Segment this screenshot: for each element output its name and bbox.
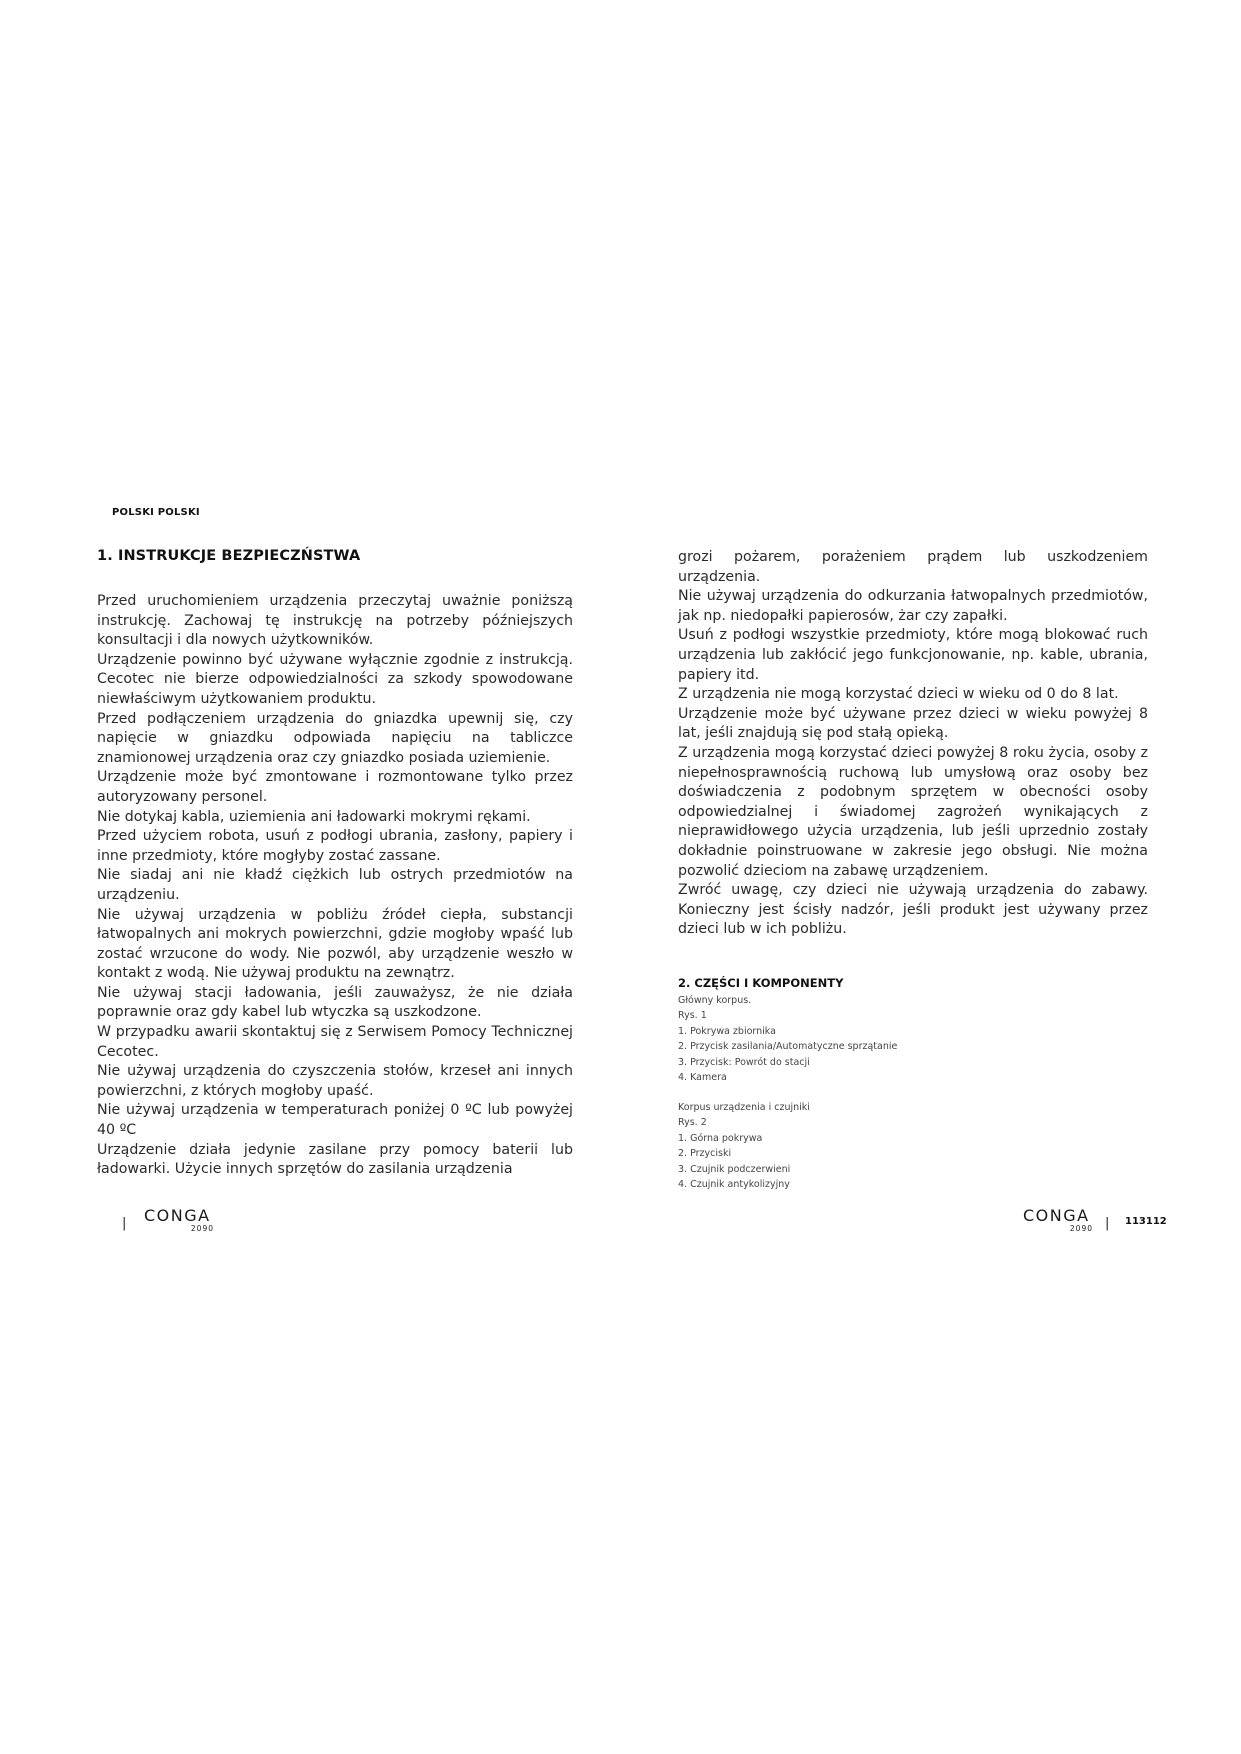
safety-paragraph: Urządzenie może być zmontowane i rozmontowane tylko przez autoryzowany personel. xyxy=(97,769,573,805)
safety-paragraph: Przed użyciem robota, usuń z podłogi ubrania, zasłony, papiery i inne przedmioty, które mogłyby zostać zassane. xyxy=(97,828,573,864)
safety-paragraph: Nie używaj urządzenia w temperaturach poniżej 0 ºC lub powyżej 40 ºC xyxy=(97,1102,573,1139)
parts-group-heading: Główny korpus. xyxy=(678,994,752,1006)
safety-paragraph: Z urządzenia mogą korzystać dzieci powyżej 8 roku życia, osoby z niepełnosprawnością ruchową lub umysłową oraz osoby bez doświadczenia z podobnym sprzętem w obecności osoby odpowiedzialnej i świadomej zagrożeń wynikających z nieprawidłowego użycia urządzenia, lub jeśli uprzednio zostały dokładnie poinstruowane w zakresie jego obsługi. Nie można pozwolić dzieciom na zabawę urządzeniem. xyxy=(678,744,1148,879)
parts-list-item: 3. Czujnik podczerwieni xyxy=(678,1163,791,1175)
parts-list-item: 4. Czujnik antykolizyjny xyxy=(678,1179,790,1191)
parts-list-item: 1. Pokrywa zbiornika xyxy=(678,1025,776,1037)
parts-list-item: 1. Górna pokrywa xyxy=(678,1132,763,1144)
parts-group-heading: Korpus urządzenia i czujniki xyxy=(678,1101,810,1113)
footer-separator-right: | xyxy=(1105,1216,1110,1231)
right-column xyxy=(678,548,1148,1193)
left-column xyxy=(97,548,573,1180)
safety-paragraph: Usuń z podłogi wszystkie przedmioty, które mogą blokować ruch urządzenia lub zakłócić jego funkcjonowanie, np. kable, ubrania, papiery itd. xyxy=(678,627,1148,683)
safety-paragraph: Urządzenie może być używane przez dzieci w wieku powyżej 8 lat, jeśli znajdują się pod stałą opieką. xyxy=(678,705,1148,742)
footer-separator-left: | xyxy=(122,1216,127,1231)
safety-paragraph: Nie używaj urządzenia do odkurzania łatwopalnych przedmiotów, jak np. niedopałki papierosów, żar czy zapałki. xyxy=(678,588,1148,624)
figure-label: Rys. 2 xyxy=(678,1117,707,1129)
safety-paragraph: Nie dotykaj kabla, uziemienia ani ładowarki mokrymi rękami. xyxy=(97,808,531,825)
safety-paragraph: grozi pożarem, porażeniem prądem lub uszkodzeniem urządzenia. xyxy=(678,549,1148,585)
safety-paragraph: Urządzenie powinno być używane wyłącznie zgodnie z instrukcją. Cecotec nie bierze odpowiedzialności za szkody spowodowane niewłaściwym użytkowaniem produktu. xyxy=(97,651,573,707)
page-number: 113112 xyxy=(1125,1216,1167,1227)
parts-list-item: 4. Kamera xyxy=(678,1072,727,1084)
safety-paragraph: Nie używaj urządzenia w pobliżu źródeł ciepła, substancji łatwopalnych ani mokrych powierzchni, gdzie mogłoby wpaść lub zostać wrzucone do wody. Nie pozwól, aby urządzenie weszło w kontakt z wodą. Nie używaj produktu na zewnątrz. xyxy=(97,906,573,982)
spacer xyxy=(678,1086,1148,1100)
language-header: POLSKI POLSKI xyxy=(112,507,200,518)
logo-wordmark: CONGA xyxy=(1023,1206,1090,1225)
safety-paragraph: W przypadku awarii skontaktuj się z Serwisem Pomocy Technicznej Cecotec. xyxy=(97,1024,573,1060)
safety-paragraph: Przed uruchomieniem urządzenia przeczytaj uważnie poniższą instrukcję. Zachowaj tę instrukcję na potrzeby późniejszych konsultacji i dla nowych użytkowników. xyxy=(97,593,573,649)
safety-paragraph: Przed podłączeniem urządzenia do gniazdka upewnij się, czy napięcie w gniazdku odpowiada napięciu na tabliczce znamionowej urządzenia oraz czy gniazdko posiada uziemienie. xyxy=(97,710,573,766)
parts-list-item: 3. Przycisk: Powrót do stacji xyxy=(678,1056,810,1068)
safety-paragraph: Nie używaj urządzenia do czyszczenia stołów, krzeseł ani innych powierzchni, z których mogłoby upaść. xyxy=(97,1063,573,1099)
parts-list-item: 2. Przyciski xyxy=(678,1148,732,1160)
figure-label: Rys. 1 xyxy=(678,1010,707,1022)
conga-logo-right xyxy=(1023,1208,1093,1236)
conga-logo-left xyxy=(144,1208,214,1236)
parts-list-item: 2. Przycisk zasilania/Automatyczne sprzątanie xyxy=(678,1041,898,1053)
safety-paragraph: Urządzenie działa jedynie zasilane przy pomocy baterii lub ładowarki. Użycie innych sprzętów do zasilania urządzenia xyxy=(97,1141,573,1178)
logo-wordmark: CONGA xyxy=(144,1206,211,1225)
safety-paragraph: Nie siadaj ani nie kładź ciężkich lub ostrych przedmiotów na urządzeniu. xyxy=(97,867,573,903)
section1-title: 1. INSTRUKCJE BEZPIECZŃSTWA xyxy=(97,548,361,564)
logo-model: 2090 xyxy=(190,1224,214,1233)
logo-model: 2090 xyxy=(1069,1224,1093,1233)
safety-paragraph: Zwróć uwagę, czy dzieci nie używają urządzenia do zabawy. Konieczny jest ścisły nadzór, jeśli produkt jest używany przez dzieci lub w ich pobliżu. xyxy=(678,882,1148,938)
safety-paragraph: Z urządzenia nie mogą korzystać dzieci w wieku od 0 do 8 lat. xyxy=(678,686,1119,703)
section2-title: 2. CZĘŚCI I KOMPONENTY xyxy=(678,975,844,990)
safety-paragraph: Nie używaj stacji ładowania, jeśli zauważysz, że nie działa poprawnie oraz gdy kabel lub wtyczka są uszkodzone. xyxy=(97,984,573,1021)
